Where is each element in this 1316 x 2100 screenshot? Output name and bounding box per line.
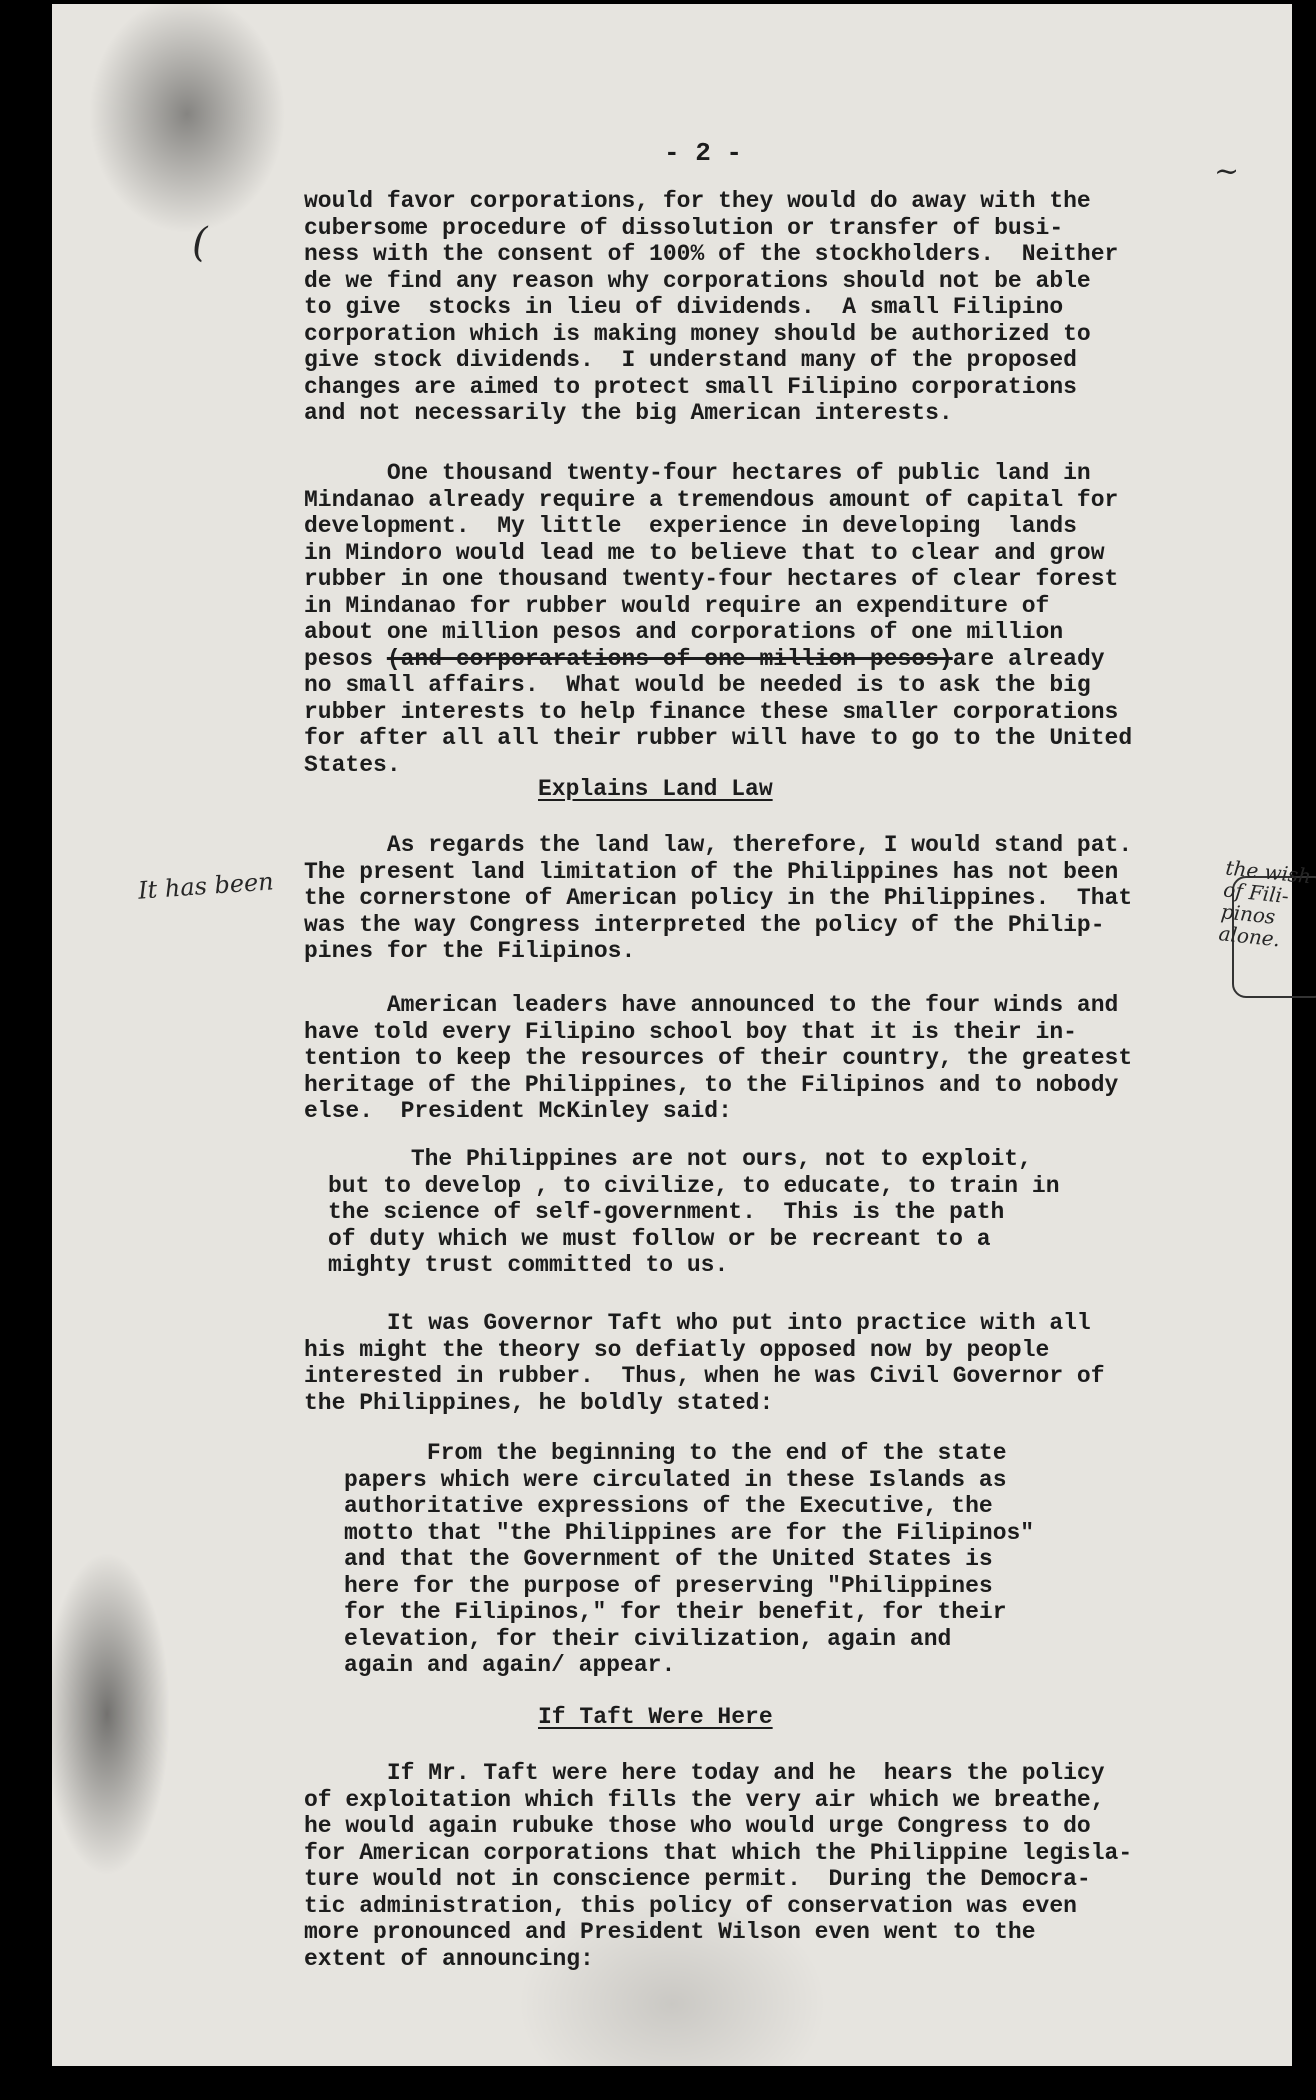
handwritten-note-right: the wish of Fili- pinos alone. <box>1217 855 1313 952</box>
paragraph-governor-taft: It was Governor Taft who put into practice with all his might the theory so defiatly opposed now by people interested in rubber. Thus, when he was Civil Governor of the Philippines, he boldly stated: <box>304 1310 1105 1416</box>
paragraph-corporations: would favor corporations, for they would do away with the cubersome procedure of dissolution or transfer of busi- ness with the consent of 100% of the stockholders. Neither de we find any reason why corporations should not be able to give stocks in lieu of dividends. A small Filipino corporation which is making money should be authorized to give stock dividends. I understand many of the proposed changes are aimed to protect small Filipino corporations and not necessarily the big American interests. <box>304 188 1119 426</box>
paragraph-land-law: As regards the land law, therefore, I would stand pat. The present land limitation of the Philippines has not been the cornerstone of American policy in the Philippines. That was the way Congress interpreted the policy of the Philip- pines for the Filipinos. <box>304 832 1133 964</box>
page-number: - 2 - <box>664 138 743 168</box>
margin-tick-mark: ~ <box>1214 154 1240 189</box>
paragraph-if-taft-were-here: If Mr. Taft were here today and he hears the policy of exploitation which fills the very air which we breathe, he would again rubuke those who would urge Congress to do for American corporations that which the Philippine legisla- ture would not in conscience permit. During the Democra- tic administration, this policy of conservation was even more pronounced and President Wilson even went to the extent of announcing: <box>304 1760 1133 1972</box>
paragraph-public-land-text-1: One thousand twenty-four hectares of public land in Mindanao already require a tremendous amount of capital for development. My little experience in developing lands in Mindoro would lead me to believe that to clear and grow rubber in one thousand twenty-four hectares of clear forest in Mindanao for rubber would require an expenditure of about one million pesos and corporations of one million pesos <box>304 460 1119 672</box>
quote-taft: From the beginning to the end of the state papers which were circulated in these Islands as authoritative expressions of the Executive, the motto that "the Philippines are for the Filipinos" and that the Government of the United States is here for the purpose of preserving "Philippines for the Filipinos," for their benefit, for their elevation, for their civilization, again and again and again/ appear. <box>344 1440 1035 1678</box>
document-page <box>52 4 1313 2066</box>
heading-if-taft-were-here: If Taft Were Here <box>538 1704 773 1730</box>
heading-explains-land-law: Explains Land Law <box>538 776 773 802</box>
paragraph-american-leaders: American leaders have announced to the four winds and have told every Filipino school boy that it is their in- tention to keep the resources of their country, the greatest heritage of the Philippines, to the Filipinos and to nobody else. President McKinley said: <box>304 992 1133 1124</box>
paragraph-public-land <box>304 460 1234 778</box>
quote-mckinley: The Philippines are not ours, not to exploit, but to develop , to civilize, to educate, to train in the science of self-government. This is the path of duty which we must follow or be recreant to a mighty trust committed to us. <box>328 1146 1060 1278</box>
margin-scribble: ( <box>192 220 208 266</box>
struck-out-text: (and corporarations of one million pesos) <box>386 645 953 672</box>
paragraph-public-land-text-2: are already no small affairs. What would be needed is to ask the big rubber interests to help finance these smaller corporations for after all all their rubber will have to go to the United States. <box>304 645 1133 778</box>
handwritten-note-left: It has been <box>137 867 275 905</box>
